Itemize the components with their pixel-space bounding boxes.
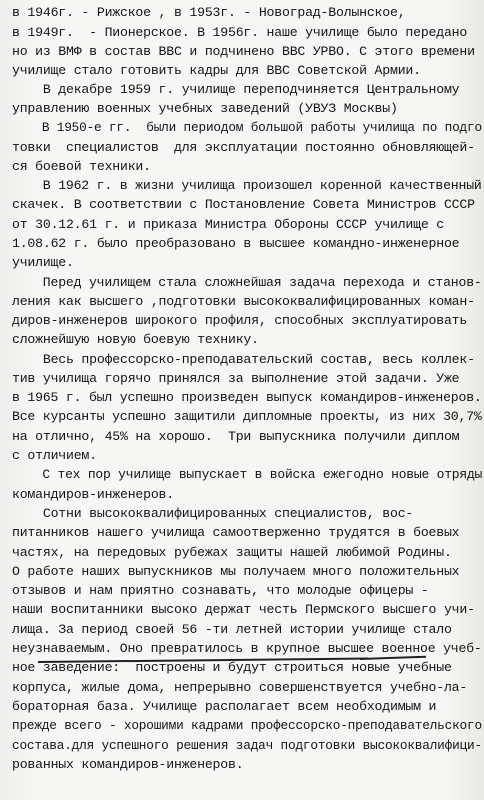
text-line: ся боевой техники. bbox=[12, 159, 151, 174]
text-line: от 30.12.61 г. и приказа Министра Обороны СССР училище с bbox=[12, 217, 444, 232]
text-line: состава.для успешного решения задач подготовки высококвалифици- bbox=[12, 738, 482, 753]
text-line: в 1965 г. был успешно произведен выпуск командиров-инженеров. bbox=[12, 390, 482, 405]
text-line: Сотни высококвалифицированных специалистов, вос- bbox=[12, 506, 414, 521]
text-line: скачек. В соответствии с Постановление Совета Министров СССР bbox=[12, 197, 475, 212]
text-line: тив училища горячо принялся за выполнение этой задачи. Уже bbox=[12, 371, 460, 386]
text-line: питанников нашего училища самоотверженно трудятся в боевых bbox=[12, 525, 460, 540]
text-line: управлению военных учебных заведений (УВУЗ Москвы) bbox=[12, 101, 398, 116]
text-line: Все курсанты успешно защитили дипломные проекты, из них 30,7% bbox=[12, 409, 482, 424]
text-line: прежде всего - хорошими кадрами профессорско-преподавательского bbox=[12, 718, 482, 733]
text-line: ления как высшего ,подготовки высококвалифицированных коман- bbox=[12, 294, 475, 309]
text-line: командиров-инженеров. bbox=[12, 487, 174, 502]
text-line: Перед училищем стала сложнейшая задача перехода и станов- bbox=[12, 275, 482, 290]
text-line: училище. bbox=[12, 255, 74, 270]
text-line: отзывов и нам приятно сознавать, что молодые офицеры - bbox=[12, 583, 429, 598]
text-line: ное заведение: построены и будут строиться новые учебные bbox=[12, 660, 452, 675]
text-line: диров-инженеров широкого профиля, способных эксплуатировать bbox=[12, 313, 468, 328]
text-line: В 1962 г. в жизни училища произошел коренной качественный bbox=[12, 178, 482, 193]
text-line: в 1946г. - Рижское , в 1953г. - Новоград-Волынское, bbox=[12, 5, 406, 20]
text-line: Весь профессорско-преподавательский состав, весь коллек- bbox=[12, 352, 475, 367]
text-line: товки специалистов для эксплуатации постоянно обновляющей- bbox=[12, 140, 475, 155]
text-line: сложнейшую новую боевую технику. bbox=[12, 332, 259, 347]
text-line: в 1949г. - Пионерское. В 1956г. наше училище было передано bbox=[12, 25, 468, 40]
text-line: наши воспитанники высоко держат честь Пермского высшего учи- bbox=[12, 602, 475, 617]
text-line: но из ВМФ в состав ВВС и подчинено ВВС УРВО. С этого времени bbox=[12, 44, 475, 59]
text-line: 1.08.62 г. было преобразовано в высшее командно-инженерное bbox=[12, 236, 460, 251]
text-line: В 1950-е гг. были периодом большой работы училища по подго bbox=[12, 120, 482, 135]
pen-underline-tail bbox=[360, 656, 426, 660]
text-line: корпуса, жилые дома, непрерывно совершенствуется учебно-ла- bbox=[12, 680, 468, 695]
text-line: О работе наших выпускников мы получаем много положительных bbox=[12, 564, 460, 579]
text-line: лища. За период своей 56 -ти летней истории училище стало bbox=[12, 622, 452, 637]
text-line: В декабре 1959 г. училище переподчиняется Центральному bbox=[12, 82, 460, 97]
text-line: частях, на передовых рубежах защиты нашей любимой Родины. bbox=[12, 545, 452, 560]
text-line: на отлично, 45% на хорошо. Три выпускника получили диплом bbox=[12, 429, 460, 444]
text-line: бораторная база. Училище располагает всем необходимым и bbox=[12, 699, 437, 714]
text-line: С тех пор училище выпускает в войска ежегодно новые отряды bbox=[12, 467, 483, 482]
text-line: училище стало готовить кадры для ВВС Советской Армии. bbox=[12, 63, 421, 78]
text-line: с отличием. bbox=[12, 448, 97, 463]
text-line: рованных командиров-инженеров. bbox=[12, 757, 244, 772]
text-line: неузнаваемым. Оно превратилось в крупное высшее военное учеб- bbox=[12, 641, 482, 656]
